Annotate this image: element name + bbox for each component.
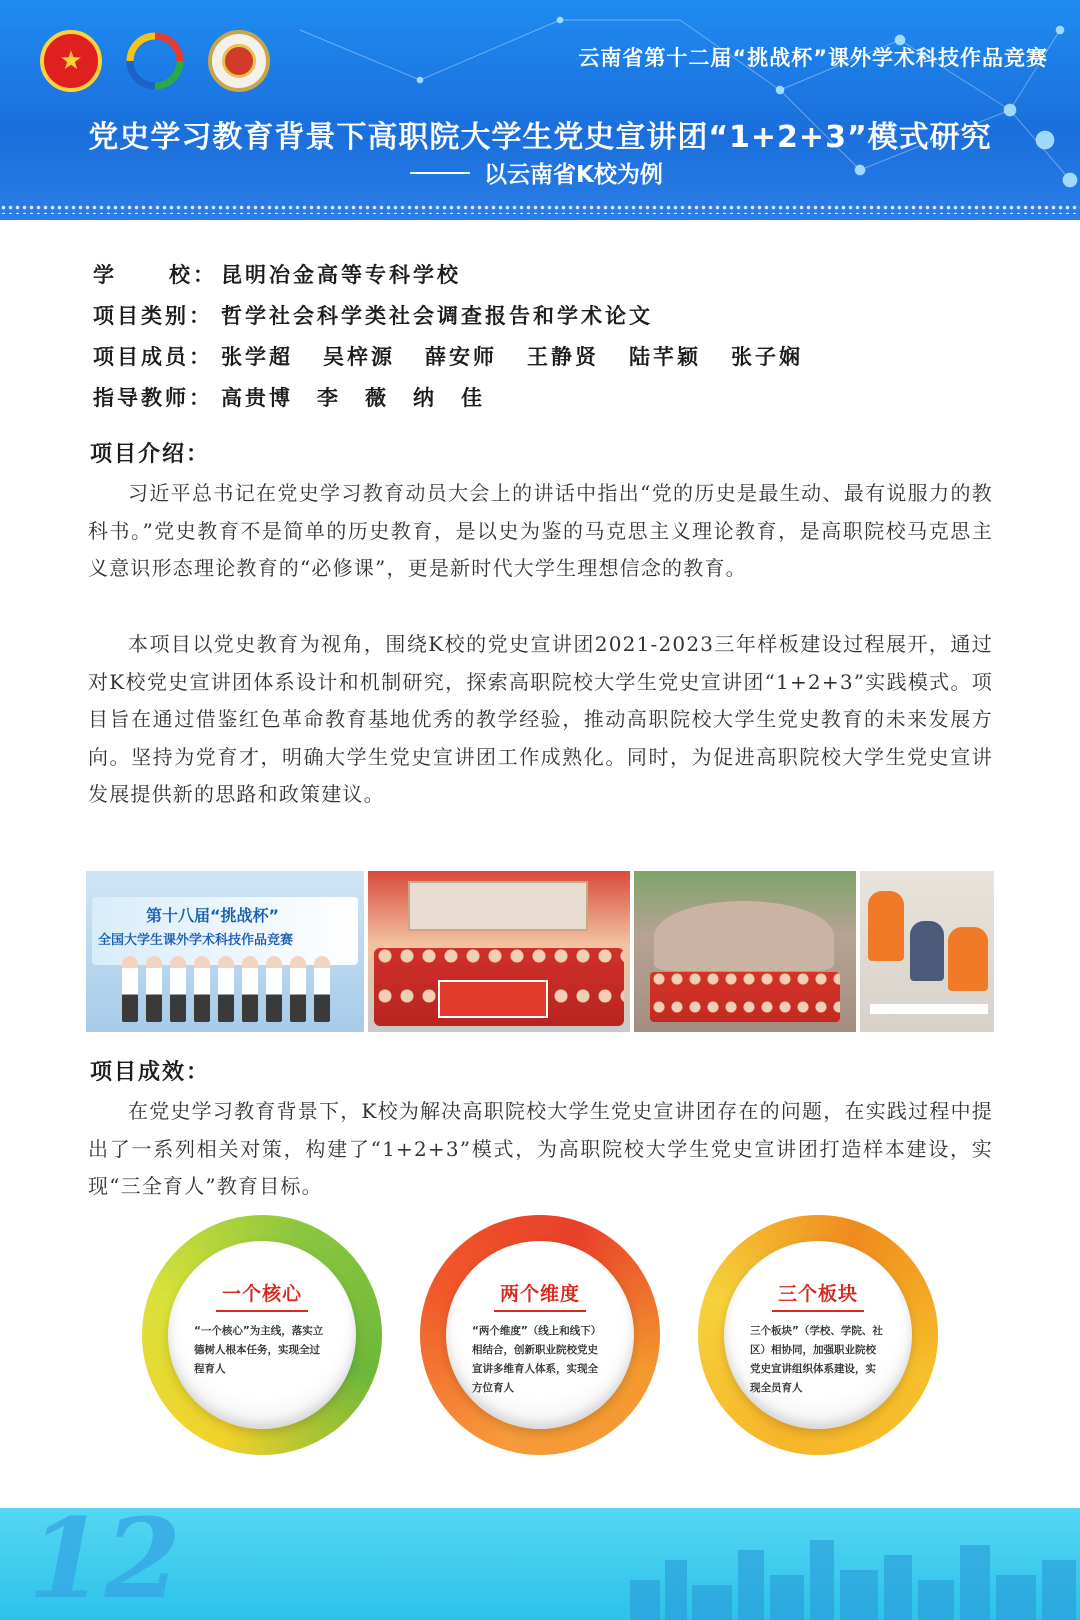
advisors-row [93,376,803,417]
swirl-logo-icon [124,30,186,92]
category-row [93,294,803,335]
subtitle-text: 以云南省K校为例 [484,162,663,188]
member-name: 王静贤 [527,343,599,369]
monument [654,901,834,971]
banner-line-2: 全国大学生课外学术科技作品竞赛 [98,933,294,948]
competition-name: 云南省第十二届“挑战杯”课外学术科技作品竞赛 [578,46,1048,70]
page-number: 12 [28,1508,182,1620]
member-name: 张学超 [221,343,293,369]
subtitle-dash [410,172,470,174]
circle-text: “两个维度”（线上和线下）相结合，创新职业院校党史宣讲多维育人体系，实现全方位育人 [472,1325,602,1394]
results-heading: 项目成效： [90,1059,211,1085]
circle-title: 三个板块 [772,1279,864,1312]
project-info [93,253,803,417]
category-value: 哲学社会科学类社会调查报告和学术论文 [221,302,653,328]
advisors-label: 指导教师： [93,384,213,410]
circle-text: “一个核心”为主线，落实立德树人根本任务，实现全过程育人 [194,1325,324,1375]
dotted-divider [0,204,1080,214]
intro-paragraph-1: 习近平总书记在党史学习教育动员大会上的讲话中指出“党的历史是最生动、最有说服力的教科书。”党史教育不是简单的历史教育，是以史为鉴的马克思主义理论教育，是高职院校马克思主义意识形态理论教育的“必修课”，更是新时代大学生理想信念的教育。 [88,481,993,580]
circle-text: 三个板块”（学校、学院、社区）相协同，加强职业院校党史宣讲组织体系建设，实现全员育人 [750,1325,883,1394]
member-name: 陆芊颖 [629,343,701,369]
school-emblem-icon [208,30,270,92]
circle-title: 一个核心 [216,1279,308,1312]
school-label: 学 校： [93,261,217,287]
results-paragraph: 在党史学习教育背景下，K校为解决高职院校大学生党史宣讲团存在的问题，在实践过程中提出了一系列相关对策，构建了“1+2+3”模式，为高职院校大学生党史宣讲团打造样本建设，实现“三全育人”教育目标。 [88,1099,993,1198]
award-ceremony-photo [86,871,364,1032]
members-list [221,341,803,371]
three-sections-circle [698,1215,938,1455]
banner-line-1: 第十八届“挑战杯” [146,906,280,925]
intro-heading: 项目介绍： [90,441,211,467]
building [408,881,588,931]
photo-strip [86,871,994,1032]
member-name: 吴梓源 [323,343,395,369]
student-group [650,972,840,1022]
members-label: 项目成员： [93,343,213,369]
member-name: 薛安师 [425,343,497,369]
poster-header [0,0,1080,220]
page-footer [0,1508,1080,1620]
school-value: 昆明冶金高等专科学校 [221,261,461,287]
monument-group-photo [634,871,856,1032]
category-label: 项目类别： [93,302,213,328]
members-row [93,335,803,376]
people-group [122,956,330,1022]
community-visit-photo [860,871,994,1032]
page-subtitle [410,156,663,189]
youth-league-emblem-icon: ★ [40,30,102,92]
intro-paragraph-2: 本项目以党史教育为视角，围绕K校的党史宣讲团2021-2023三年样板建设过程展开，通过对K校党史宣讲团体系设计和机制研究，探索高职院校大学生党史宣讲团“1+2+3”实践模式。项目旨在通过借鉴红色革命教育基地优秀的教学经验，推动高职院校大学生党史教育的未来发展方向。坚持为党育才，明确大学生党史宣讲团工作成熟化。同时，为促进高职院校大学生党史宣讲发展提供新的思路和政策建议。 [88,632,993,806]
group-banner-photo [368,871,630,1032]
two-dimensions-circle [420,1215,660,1455]
member-name: 张子娴 [731,343,803,369]
circle-title: 两个维度 [494,1279,586,1312]
school-row [93,253,803,294]
page-title: 党史学习教育背景下高职院大学生党史宣讲团“1+2+3”模式研究 [88,120,992,155]
red-flag [438,980,548,1018]
one-core-circle [142,1215,382,1455]
logo-group [40,30,270,92]
advisors-value: 高贵博 李 薇 纳 佳 [221,384,485,410]
city-skyline [620,1530,1080,1620]
